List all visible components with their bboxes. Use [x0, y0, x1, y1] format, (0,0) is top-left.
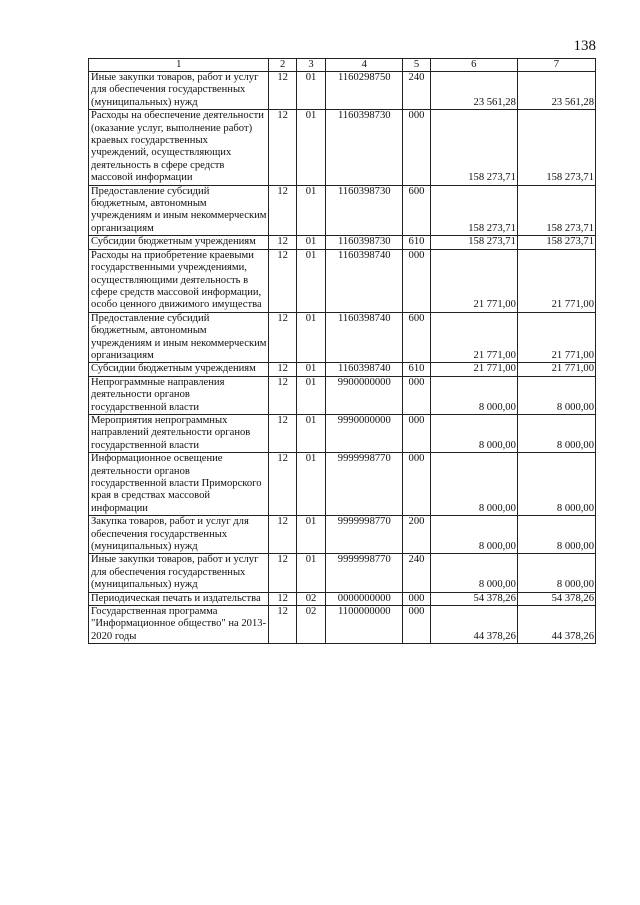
row-name: Периодическая печать и издательства — [89, 592, 269, 605]
row-subsection: 01 — [296, 516, 325, 554]
table-body — [89, 72, 596, 644]
row-amount-6: 8 000,00 — [430, 376, 517, 414]
row-amount-7: 23 561,28 — [517, 72, 595, 110]
row-amount-7: 158 273,71 — [517, 185, 595, 236]
header-col-5: 5 — [403, 59, 430, 72]
row-target-code: 1160398740 — [326, 312, 403, 363]
row-amount-7: 44 378,26 — [517, 606, 595, 644]
page-number: 138 — [573, 38, 596, 54]
table-row — [89, 453, 596, 516]
row-target-code: 1160398730 — [326, 185, 403, 236]
table-row — [89, 72, 596, 110]
table-row — [89, 249, 596, 312]
row-amount-7: 8 000,00 — [517, 414, 595, 452]
table-row — [89, 592, 596, 605]
table-row — [89, 376, 596, 414]
row-name: Субсидии бюджетным учреждениям — [89, 236, 269, 249]
table-row — [89, 414, 596, 452]
row-target-code: 1160398730 — [326, 236, 403, 249]
row-amount-6: 21 771,00 — [430, 363, 517, 376]
row-amount-6: 8 000,00 — [430, 453, 517, 516]
row-name: Предоставление субсидий бюджетным, автономным учреждениям и иным некоммерческим организациям — [89, 312, 269, 363]
header-col-4: 4 — [326, 59, 403, 72]
row-amount-6: 21 771,00 — [430, 249, 517, 312]
row-target-code: 9999998770 — [326, 516, 403, 554]
row-expense-type: 610 — [403, 236, 430, 249]
row-name: Мероприятия непрограммных направлений деятельности органов государственной власти — [89, 414, 269, 452]
row-expense-type: 600 — [403, 312, 430, 363]
row-amount-6: 8 000,00 — [430, 414, 517, 452]
row-name: Иные закупки товаров, работ и услуг для обеспечения государственных (муниципальных) нужд — [89, 554, 269, 592]
row-amount-7: 21 771,00 — [517, 363, 595, 376]
row-amount-6: 23 561,28 — [430, 72, 517, 110]
row-amount-6: 54 378,26 — [430, 592, 517, 605]
row-target-code: 0000000000 — [326, 592, 403, 605]
table-row — [89, 363, 596, 376]
row-section: 12 — [269, 592, 296, 605]
row-name: Расходы на приобретение краевыми государственными учреждениями, осуществляющими деятельность в сфере средств массовой информации, особо ценного движимого имущества — [89, 249, 269, 312]
row-amount-7: 21 771,00 — [517, 249, 595, 312]
row-section: 12 — [269, 376, 296, 414]
table-row — [89, 110, 596, 185]
row-subsection: 02 — [296, 606, 325, 644]
row-target-code: 1160398740 — [326, 363, 403, 376]
row-amount-7: 54 378,26 — [517, 592, 595, 605]
row-amount-6: 8 000,00 — [430, 554, 517, 592]
row-expense-type: 000 — [403, 249, 430, 312]
header-col-6: 6 — [430, 59, 517, 72]
row-section: 12 — [269, 554, 296, 592]
row-expense-type: 600 — [403, 185, 430, 236]
row-section: 12 — [269, 453, 296, 516]
row-subsection: 01 — [296, 363, 325, 376]
row-amount-6: 8 000,00 — [430, 516, 517, 554]
row-section: 12 — [269, 606, 296, 644]
row-name: Информационное освещение деятельности органов государственной власти Приморского края в средствах массовой информации — [89, 453, 269, 516]
row-amount-7: 158 273,71 — [517, 236, 595, 249]
row-section: 12 — [269, 363, 296, 376]
row-name: Расходы на обеспечение деятельности (оказание услуг, выполнение работ) краевых государственных учреждений, осуществляющих деятельность в сфере средств массовой информации — [89, 110, 269, 185]
row-subsection: 01 — [296, 249, 325, 312]
table-row — [89, 236, 596, 249]
row-expense-type: 000 — [403, 110, 430, 185]
row-expense-type: 200 — [403, 516, 430, 554]
row-subsection: 01 — [296, 414, 325, 452]
row-subsection: 01 — [296, 185, 325, 236]
header-col-1: 1 — [89, 59, 269, 72]
row-section: 12 — [269, 312, 296, 363]
row-section: 12 — [269, 249, 296, 312]
row-target-code: 1100000000 — [326, 606, 403, 644]
row-subsection: 01 — [296, 376, 325, 414]
header-row — [89, 59, 596, 72]
row-target-code: 9990000000 — [326, 414, 403, 452]
row-subsection: 01 — [296, 453, 325, 516]
row-amount-7: 8 000,00 — [517, 554, 595, 592]
row-expense-type: 000 — [403, 453, 430, 516]
row-amount-6: 44 378,26 — [430, 606, 517, 644]
row-expense-type: 240 — [403, 554, 430, 592]
row-target-code: 9999998770 — [326, 554, 403, 592]
row-subsection: 01 — [296, 312, 325, 363]
row-expense-type: 240 — [403, 72, 430, 110]
row-amount-6: 158 273,71 — [430, 236, 517, 249]
row-section: 12 — [269, 516, 296, 554]
row-amount-6: 158 273,71 — [430, 110, 517, 185]
budget-table — [88, 58, 596, 644]
row-expense-type: 000 — [403, 592, 430, 605]
row-amount-6: 21 771,00 — [430, 312, 517, 363]
row-expense-type: 000 — [403, 376, 430, 414]
row-amount-7: 8 000,00 — [517, 516, 595, 554]
row-expense-type: 610 — [403, 363, 430, 376]
row-target-code: 1160398740 — [326, 249, 403, 312]
row-section: 12 — [269, 185, 296, 236]
row-amount-7: 21 771,00 — [517, 312, 595, 363]
row-name: Предоставление субсидий бюджетным, автономным учреждениям и иным некоммерческим организациям — [89, 185, 269, 236]
row-name: Закупка товаров, работ и услуг для обеспечения государственных (муниципальных) нужд — [89, 516, 269, 554]
row-section: 12 — [269, 110, 296, 185]
table-header — [89, 59, 596, 72]
row-section: 12 — [269, 236, 296, 249]
table-row — [89, 312, 596, 363]
row-expense-type: 000 — [403, 606, 430, 644]
row-amount-6: 158 273,71 — [430, 185, 517, 236]
row-expense-type: 000 — [403, 414, 430, 452]
row-subsection: 02 — [296, 592, 325, 605]
row-amount-7: 8 000,00 — [517, 453, 595, 516]
row-target-code: 1160398730 — [326, 110, 403, 185]
table-row — [89, 516, 596, 554]
row-subsection: 01 — [296, 236, 325, 249]
row-section: 12 — [269, 72, 296, 110]
row-target-code: 9999998770 — [326, 453, 403, 516]
row-section: 12 — [269, 414, 296, 452]
row-target-code: 9900000000 — [326, 376, 403, 414]
table-row — [89, 185, 596, 236]
row-amount-7: 158 273,71 — [517, 110, 595, 185]
header-col-7: 7 — [517, 59, 595, 72]
row-name: Иные закупки товаров, работ и услуг для обеспечения государственных (муниципальных) нужд — [89, 72, 269, 110]
row-subsection: 01 — [296, 110, 325, 185]
row-subsection: 01 — [296, 554, 325, 592]
row-name: Государственная программа "Информационное общество" на 2013-2020 годы — [89, 606, 269, 644]
row-name: Субсидии бюджетным учреждениям — [89, 363, 269, 376]
row-subsection: 01 — [296, 72, 325, 110]
table-row — [89, 606, 596, 644]
header-col-3: 3 — [296, 59, 325, 72]
row-amount-7: 8 000,00 — [517, 376, 595, 414]
row-target-code: 1160298750 — [326, 72, 403, 110]
header-col-2: 2 — [269, 59, 296, 72]
row-name: Непрограммные направления деятельности органов государственной власти — [89, 376, 269, 414]
table-row — [89, 554, 596, 592]
